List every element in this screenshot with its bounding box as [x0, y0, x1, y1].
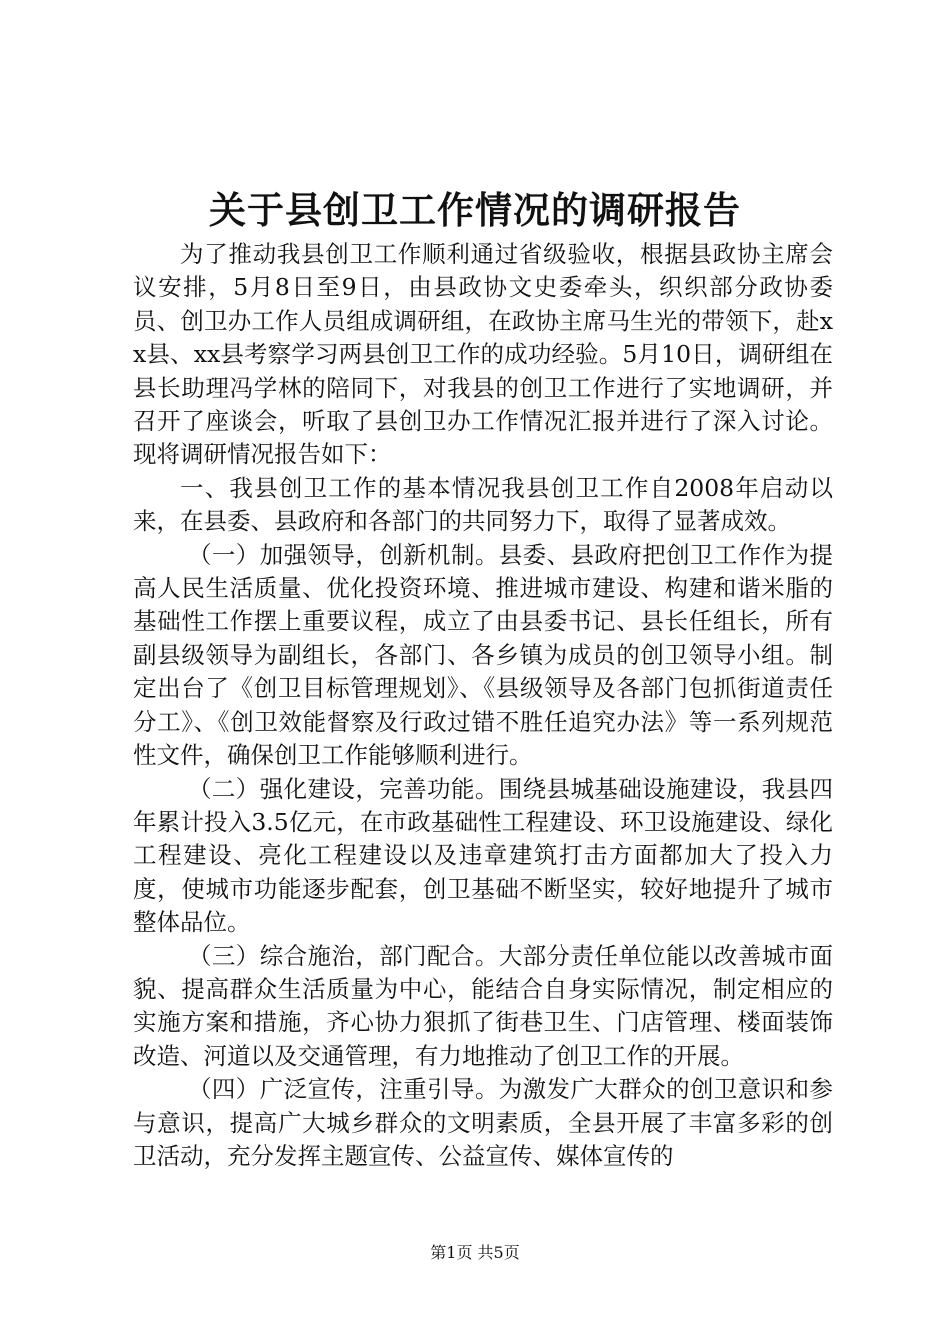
paragraph-item-3: （三）综合施治，部门配合。大部分责任单位能以改善城市面貌、提高群众生活质量为中心，能结合自身实际情况，制定相应的实施方案和措施，齐心协力狠抓了街巷卫生、门店管理、楼面装饰改造、河道以及交通管理，有力地推动了创卫工作的开展。	[133, 941, 833, 1070]
paragraph-item-4: （四）广泛宣传，注重引导。为激发广大群众的创卫意识和参与意识，提高广大城乡群众的文明素质，全县开展了丰富多彩的创卫活动，充分发挥主题宣传、公益宣传、媒体宣传的	[133, 1075, 833, 1170]
paragraph-item-1: （一）加强领导，创新机制。县委、县政府把创卫工作作为提高人民生活质量、优化投资环境、推进城市建设、构建和谐米脂的基础性工作摆上重要议程，成立了由县委书记、县长任组长，所有副县级领导为副组长，各部门、各乡镇为成员的创卫领导小组。制定出台了《创卫目标管理规划》、《县级领导及各部门包抓街道责任分工》、《创卫效能督察及行政过错不胜任追究办法》等一系列规范性文件，确保创卫工作能够顺利进行。	[133, 540, 833, 770]
paragraph-intro: 为了推动我县创卫工作顺利通过省级验收，根据县政协主席会议安排，5月8日至9日，由县政协文史委牵头，织织部分政协委员、创卫办工作人员组成调研组，在政协主席马生光的带领下，赴xx县、xx县考察学习两县创卫工作的成功经验。5月10日，调研组在县长助理冯学林的陪同下，对我县的创卫工作进行了实地调研，并召开了座谈会，听取了县创卫办工作情况汇报并进行了深入讨论。现将调研情况报告如下：	[133, 240, 833, 469]
document-title: 关于县创卫工作情况的调研报告	[209, 188, 741, 232]
document-body	[133, 238, 833, 1173]
paragraph-item-2: （二）强化建设，完善功能。围绕县城基础设施建设，我县四年累计投入3.5亿元，在市政基础性工程建设、环卫设施建设、绿化工程建设、亮化工程建设以及违章建筑打击方面都加大了投入力度，使城市功能逐步配套，创卫基础不断坚实，较好地提升了城市整体品位。	[133, 774, 833, 937]
page-footer: 第1页 共5页	[430, 1243, 520, 1262]
paragraph-section-1: 一、我县创卫工作的基本情况我县创卫工作自2008年启动以来，在县委、县政府和各部门的共同努力下，取得了显著成效。	[133, 473, 833, 536]
